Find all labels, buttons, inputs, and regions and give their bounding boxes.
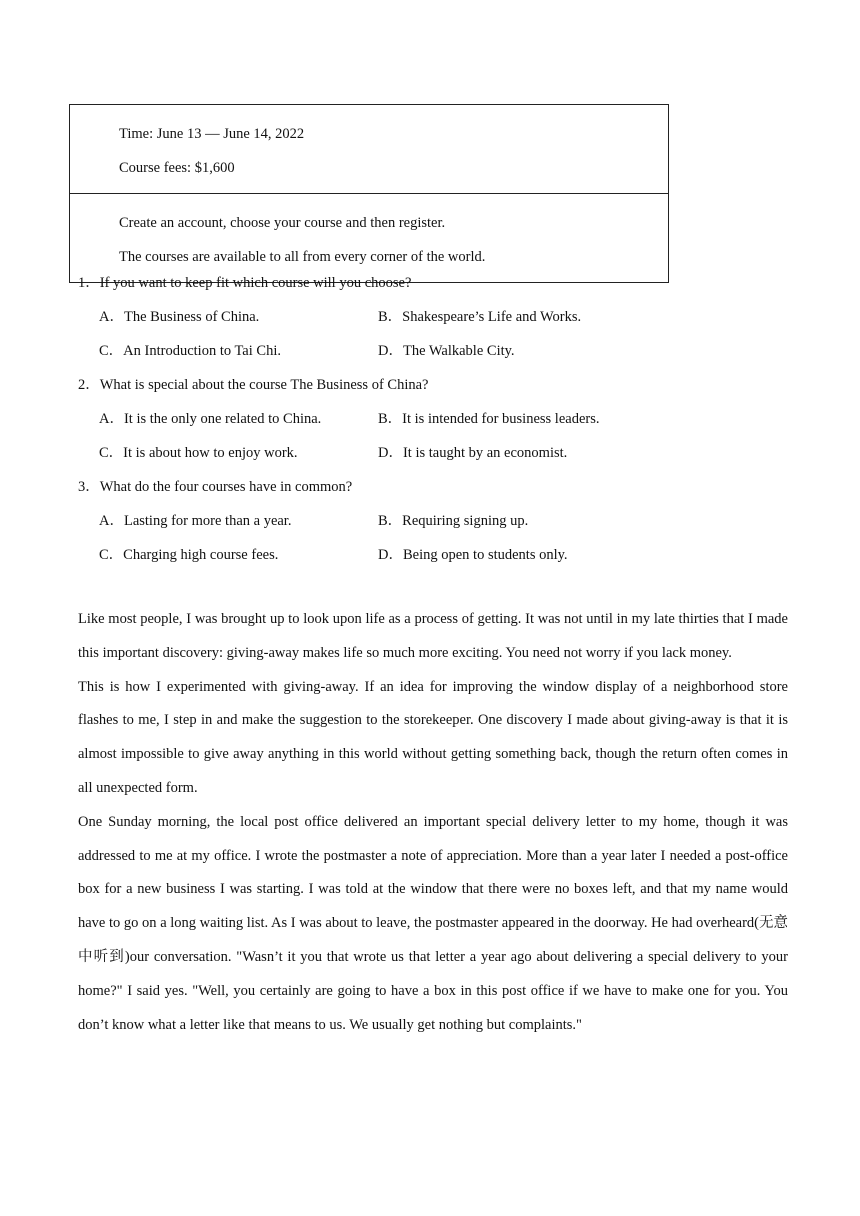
option-d: D．Being open to students only. <box>378 547 568 563</box>
question-options <box>78 402 798 470</box>
course-fees: Course fees: $1,600 <box>119 160 235 176</box>
registration-instructions: Create an account, choose your course and then register. <box>119 215 446 231</box>
question-stem: 3．What do the four courses have in common? <box>78 479 353 495</box>
question-2 <box>78 368 798 470</box>
info-row-details <box>70 105 668 193</box>
question-1 <box>78 266 798 368</box>
option-b: B．It is intended for business leaders. <box>378 411 600 427</box>
course-info-box <box>69 104 669 283</box>
option-a: A．The Business of China. <box>99 309 260 325</box>
option-a: A．Lasting for more than a year. <box>99 513 292 529</box>
availability-note: The courses are available to all from every corner of the world. <box>119 249 486 265</box>
option-b: B．Shakespeare’s Life and Works. <box>378 309 582 325</box>
option-c: C．An Introduction to Tai Chi. <box>99 343 281 359</box>
question-stem: 2．What is special about the course The Business of China? <box>78 377 429 393</box>
option-c: C．Charging high course fees. <box>99 547 279 563</box>
option-d: D．The Walkable City. <box>378 343 515 359</box>
passage-paragraph-1: Like most people, I was brought up to look upon life as a process of getting. It was not until in my late thirties that I made this important discovery: giving-away makes life so much more exciting. You need not worry if you lack money. <box>78 611 788 661</box>
question-options <box>78 300 798 368</box>
option-d: D．It is taught by an economist. <box>378 445 568 461</box>
question-3 <box>78 470 798 572</box>
question-list <box>78 266 798 572</box>
question-stem: 1．If you want to keep fit which course will you choose? <box>78 275 412 291</box>
question-options <box>78 504 798 572</box>
passage-paragraph-2: This is how I experimented with giving-away. If an idea for improving the window display of a neighborhood store flashes to me, I step in and make the suggestion to the storekeeper. One discovery I made about giving-away is that it is almost impossible to give away anything in this world without getting something back, though the return often comes in all unexpected form. <box>78 678 788 796</box>
option-a: A．It is the only one related to China. <box>99 411 322 427</box>
option-b: B．Requiring signing up. <box>378 513 529 529</box>
course-time: Time: June 13 — June 14, 2022 <box>119 126 305 142</box>
passage-paragraph-3: One Sunday morning, the local post office delivered an important special delivery letter to my home, though it was addressed to me at my office. I wrote the postmaster a note of appreciation. More than a year later I needed a post-office box for a new business I was starting. I was told at the window that there were no boxes left, and that my name would have to go on a long waiting list. As I was about to leave, the postmaster appeared in the doorway. He had overheard(无意中听到)our conversation. "Wasn’t it you that wrote us that letter a year ago about delivering a special delivery to your home?" I said yes. "Well, you certainly are going to have a box in this post office if we have to make one for you. You don’t know what a letter like that means to us. We usually get nothing but complaints." <box>78 813 788 1033</box>
option-c: C．It is about how to enjoy work. <box>99 445 298 461</box>
reading-passage <box>78 603 788 1042</box>
